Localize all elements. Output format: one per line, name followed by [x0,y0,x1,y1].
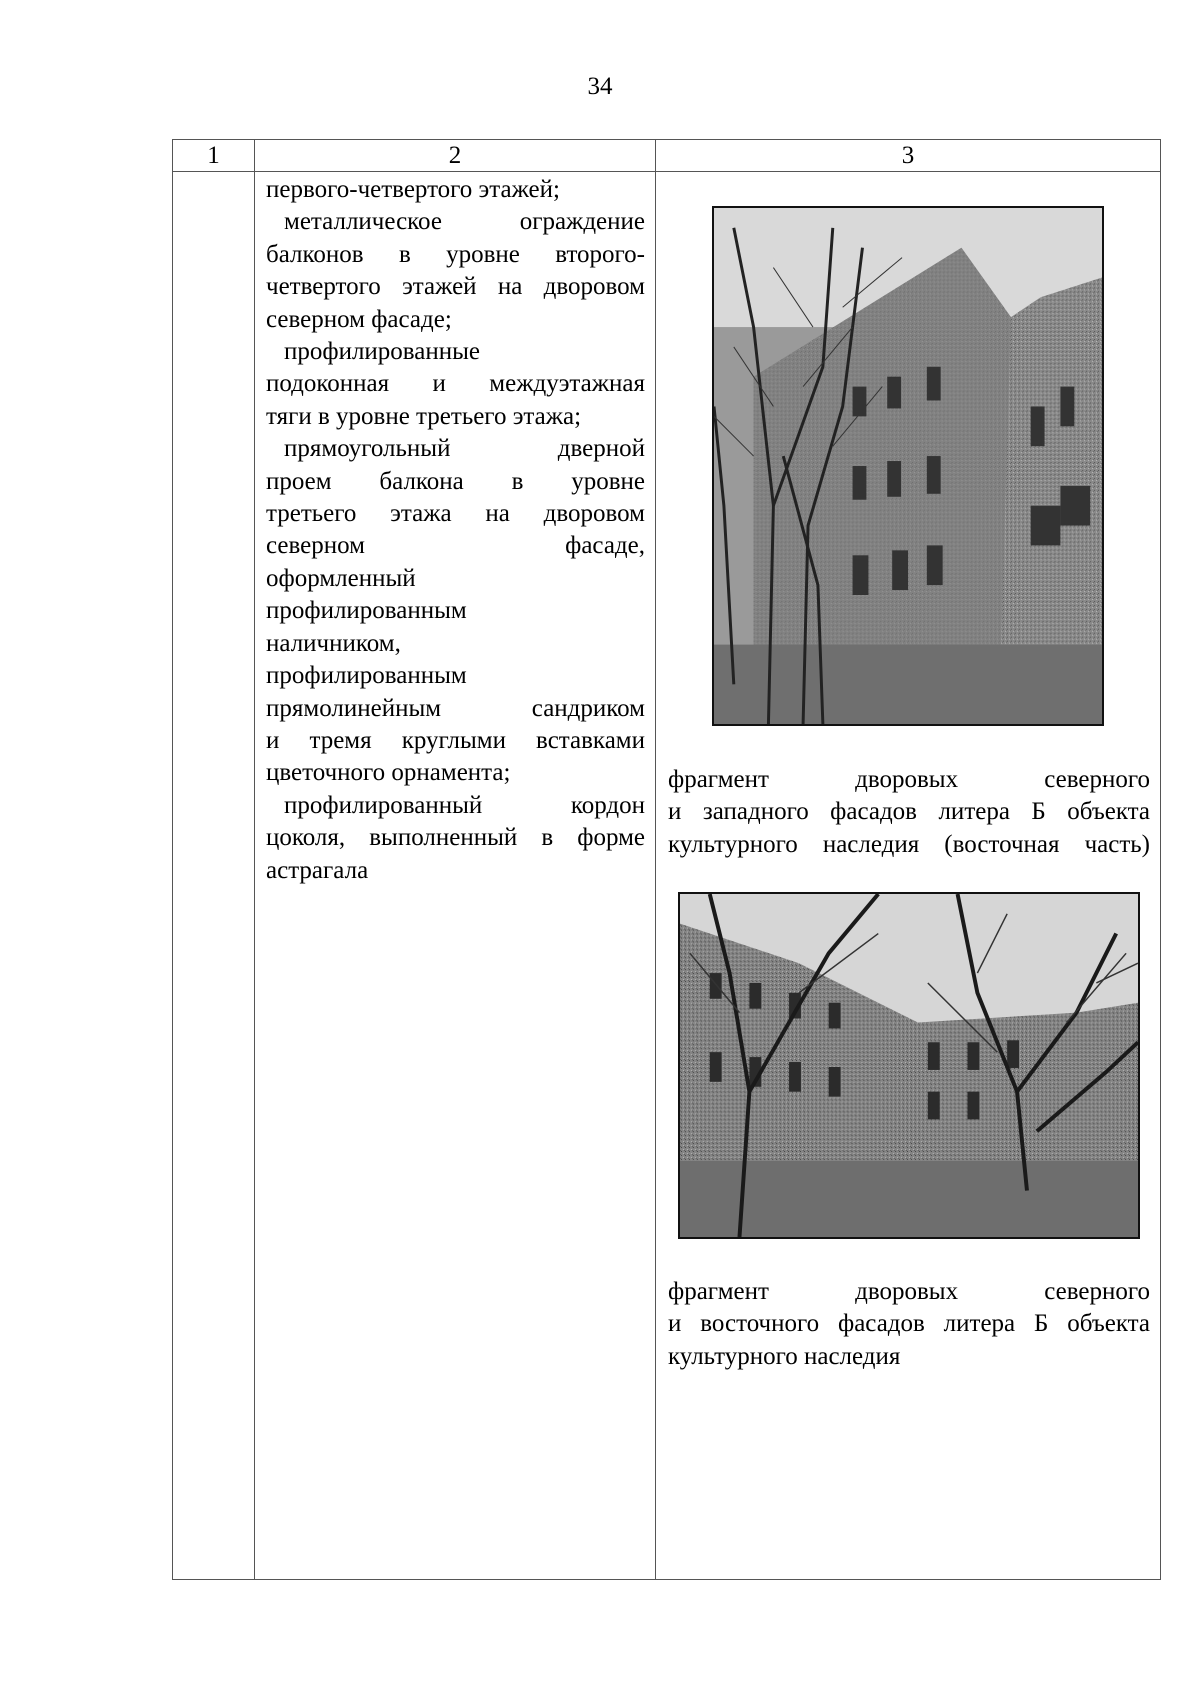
caption-line: культурного наследия [668,1342,901,1370]
description-line: профилированным [266,662,467,690]
table-row [173,172,1161,1580]
description-line: оформленный [266,564,416,592]
description-line: балконов в уровне второго- [266,240,645,268]
building-photo-west-facade [712,206,1104,726]
column-header-2: 2 [255,140,656,172]
cell-number [173,172,255,1580]
caption-line: культурного наследия (восточная часть) [668,830,1150,858]
description-line: подоконная и междуэтажная [266,370,645,398]
description-line: проем балкона в уровне [266,467,645,495]
description-line: цветочного орнамента; [266,759,511,787]
description-line: третьего этажа на дворовом [266,500,645,528]
description-line: цоколя, выполненный в форме [266,824,645,852]
description-line: наличником, [266,629,401,657]
cell-description [255,172,656,1580]
description-line: астрагала [266,856,369,884]
description-text [255,172,655,887]
description-line: профилированный кордон [284,791,645,819]
description-line: первого-четвертого этажей; [266,176,560,203]
column-header-1: 1 [173,140,255,172]
page-number: 34 [587,73,613,100]
description-line: тяги в уровне третьего этажа; [266,402,582,430]
description-line: четвертого этажей на дворовом [266,273,645,301]
description-line: профилированным [266,597,467,625]
description-line: и тремя круглыми вставками [266,726,645,754]
cell-photos [656,172,1161,1580]
heritage-table [172,139,1161,1580]
photo-caption [668,1276,1150,1373]
caption-line: и западного фасадов литера Б объекта [668,798,1150,826]
caption-line: фрагмент дворовых северного [668,1278,1150,1305]
photo-caption [668,764,1150,861]
description-line: северном фасаде; [266,305,452,333]
column-header-3: 3 [656,140,1161,172]
description-line: профилированные [284,338,481,366]
caption-line: фрагмент дворовых северного [668,766,1150,793]
table-header-row [173,140,1161,172]
description-line: прямоугольный дверной [284,435,645,463]
description-line: прямолинейным сандриком [266,694,645,722]
caption-line: и восточного фасадов литера Б объекта [668,1310,1150,1338]
description-line: северном фасаде, [266,532,645,560]
description-line: металлическое ограждение [284,208,645,236]
building-photo-east-facade [678,892,1140,1239]
